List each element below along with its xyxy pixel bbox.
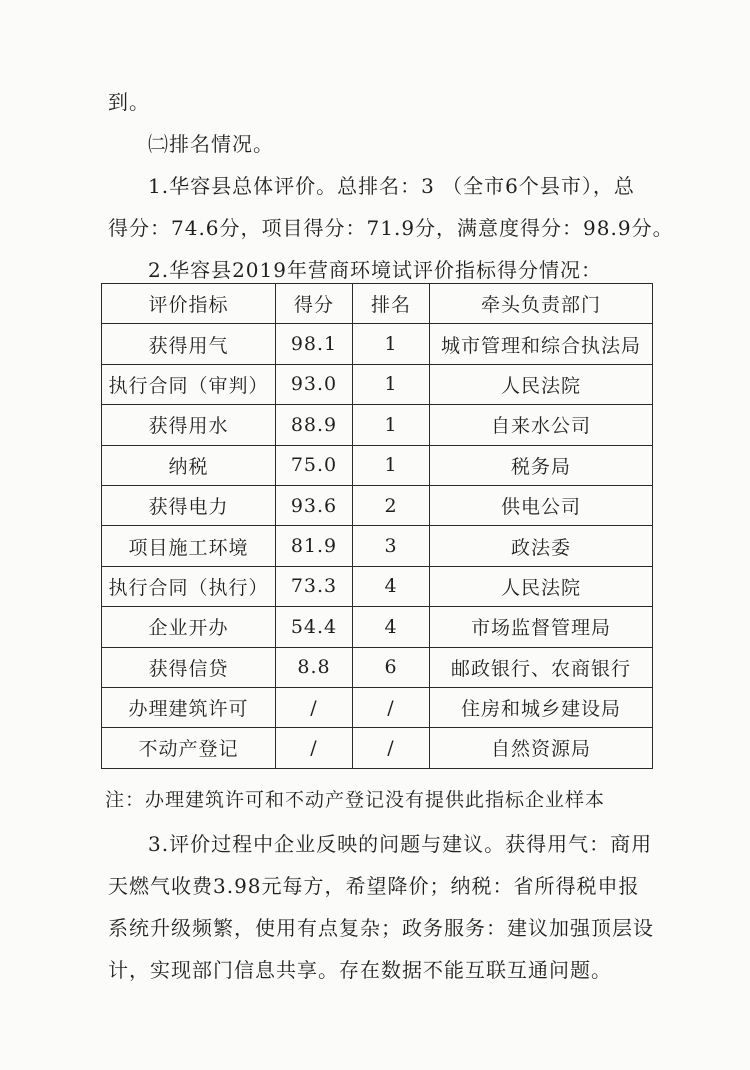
- item3-line4: 计，实现部门信息共享。存在数据不能互联互通问题。: [108, 958, 612, 982]
- cell-dept: 税务局: [430, 445, 653, 485]
- cell-dept: 人民法院: [430, 364, 653, 404]
- cell-score: 8.8: [276, 647, 353, 687]
- table-row: [102, 364, 653, 404]
- cell-dept: 自然资源局: [430, 728, 653, 768]
- cell-rank: /: [353, 728, 430, 768]
- cell-score: 88.9: [276, 405, 353, 445]
- cell-score: 81.9: [276, 526, 353, 566]
- item3-line1: 3.评价过程中企业反映的问题与建议。获得用气：商用: [148, 832, 653, 856]
- cell-rank: 1: [353, 405, 430, 445]
- cell-indicator: 企业开办: [102, 607, 276, 647]
- cell-rank: 2: [353, 485, 430, 525]
- item2-heading: 2.华容县2019年营商环境试评价指标得分情况：: [148, 258, 602, 282]
- cell-score: /: [276, 687, 353, 727]
- cell-score: 93.0: [276, 364, 353, 404]
- cell-score: 73.3: [276, 566, 353, 606]
- cell-dept: 供电公司: [430, 485, 653, 525]
- cell-rank: 4: [353, 566, 430, 606]
- item1-line1: 1.华容县总体评价。总排名：3 （全市6个县市），总: [148, 174, 635, 198]
- intro-fragment: 到。: [108, 90, 150, 114]
- cell-dept: 人民法院: [430, 566, 653, 606]
- table-row: [102, 687, 653, 727]
- cell-indicator: 不动产登记: [102, 728, 276, 768]
- cell-rank: 4: [353, 607, 430, 647]
- table-row: [102, 728, 653, 768]
- cell-dept: 邮政银行、农商银行: [430, 647, 653, 687]
- item1-line2: 得分：74.6分，项目得分：71.9分，满意度得分：98.9分。: [108, 216, 674, 240]
- table-row: [102, 324, 653, 364]
- table-row: [102, 647, 653, 687]
- header-dept: 牵头负责部门: [430, 284, 653, 324]
- table-row: [102, 607, 653, 647]
- cell-rank: 1: [353, 364, 430, 404]
- cell-score: 75.0: [276, 445, 353, 485]
- cell-indicator: 获得用气: [102, 324, 276, 364]
- cell-score: 98.1: [276, 324, 353, 364]
- cell-dept: 政法委: [430, 526, 653, 566]
- section-heading: ㈡排名情况。: [148, 132, 274, 156]
- table-note: 注：办理建筑许可和不动产登记没有提供此指标企业样本: [105, 789, 606, 811]
- cell-indicator: 纳税: [102, 445, 276, 485]
- item3-line2: 天燃气收费3.98元每方，希望降价；纳税：省所得税申报: [108, 874, 640, 898]
- cell-score: /: [276, 728, 353, 768]
- table-row: [102, 485, 653, 525]
- header-rank: 排名: [353, 284, 430, 324]
- table-header-row: [102, 284, 653, 324]
- cell-dept: 住房和城乡建设局: [430, 687, 653, 727]
- table-row: [102, 405, 653, 445]
- score-table: [101, 283, 653, 769]
- table-row: [102, 445, 653, 485]
- cell-dept: 自来水公司: [430, 405, 653, 445]
- cell-score: 93.6: [276, 485, 353, 525]
- cell-rank: 6: [353, 647, 430, 687]
- table-row: [102, 566, 653, 606]
- cell-dept: 市场监督管理局: [430, 607, 653, 647]
- header-indicator: 评价指标: [102, 284, 276, 324]
- cell-dept: 城市管理和综合执法局: [430, 324, 653, 364]
- table-row: [102, 526, 653, 566]
- cell-indicator: 获得用水: [102, 405, 276, 445]
- cell-score: 54.4: [276, 607, 353, 647]
- header-score: 得分: [276, 284, 353, 324]
- cell-rank: 1: [353, 445, 430, 485]
- cell-rank: /: [353, 687, 430, 727]
- cell-indicator: 办理建筑许可: [102, 687, 276, 727]
- item3-line3: 系统升级频繁，使用有点复杂；政务服务：建议加强顶层设: [108, 916, 654, 940]
- cell-indicator: 执行合同（审判）: [102, 364, 276, 404]
- cell-indicator: 获得电力: [102, 485, 276, 525]
- cell-rank: 1: [353, 324, 430, 364]
- cell-indicator: 获得信贷: [102, 647, 276, 687]
- cell-indicator: 执行合同（执行）: [102, 566, 276, 606]
- cell-indicator: 项目施工环境: [102, 526, 276, 566]
- cell-rank: 3: [353, 526, 430, 566]
